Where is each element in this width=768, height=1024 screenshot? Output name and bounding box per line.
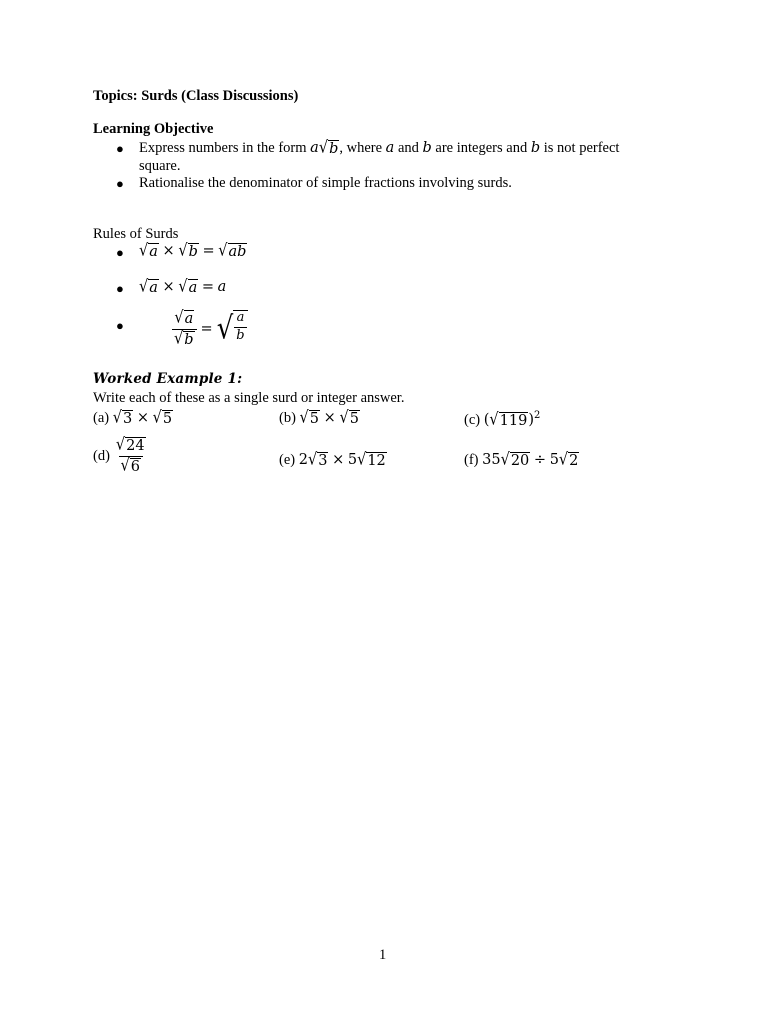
var-a: a (310, 140, 319, 156)
var-b: b (530, 140, 541, 156)
sqrt: √ a (139, 241, 158, 261)
sqrt: √ 119 (489, 410, 528, 429)
question-d (93, 437, 148, 475)
question-label: (e) (279, 452, 296, 468)
bullet-icon: ● (116, 176, 124, 191)
bullet-icon: ● (116, 318, 124, 333)
rule-3: √ a √ b = √ $\frac{a}{b}$ (172, 310, 248, 348)
question-c: (c) ( √ 119 )$^2$ (464, 410, 541, 429)
objective-text: and (394, 140, 423, 156)
sqrt: √ 5 (152, 408, 173, 428)
objective-item-1 (139, 140, 619, 158)
var-b: b (329, 141, 339, 157)
sqrt: √ 12 (357, 450, 386, 470)
worked-instruction: Write each of these as a single surd or integer answer. (93, 390, 405, 406)
sqrt: √ 3 (307, 450, 328, 470)
objective-text: is not perfect (540, 140, 620, 156)
objective-item-2: Rationalise the denominator of simple fractions involving surds. (139, 175, 512, 191)
fraction: √ 24 √ 6 (115, 435, 145, 475)
rules-heading: Rules of Surds (93, 226, 179, 242)
bullet-icon: ● (116, 245, 124, 260)
question-label: (d) (93, 447, 110, 464)
sqrt: √ 2 (558, 450, 579, 470)
objective-text: Express numbers in the form (139, 140, 311, 156)
var-a: a (385, 140, 395, 156)
rule-2: √ a × √ a = a (139, 277, 227, 297)
objective-text: , where (339, 140, 386, 156)
question-f: (f) 35 √ 20 ÷ 5 √ 2 (464, 450, 579, 470)
page-title: Topics: Surds (Class Discussions) (93, 88, 299, 104)
sqrt: √ a (139, 277, 158, 297)
sqrt: √ $\frac{a}{b}$ (217, 310, 248, 348)
question-b: (b) √ 5 × √ 5 (279, 408, 359, 428)
objective-item-1-cont: square. (139, 158, 181, 174)
question-label: (b) (279, 410, 296, 426)
var-b: b (422, 140, 432, 156)
page-number: 1 (379, 947, 387, 963)
sqrt: √ a (178, 277, 198, 297)
question-a: (a) √ 3 × √ 5 (93, 408, 173, 428)
bullet-icon: ● (116, 281, 124, 296)
question-label: (a) (93, 410, 110, 426)
rule-1: √ a × √ b = √ ab (139, 241, 247, 261)
question-label: (c) (464, 411, 481, 428)
sqrt: √ 5 (339, 408, 359, 428)
bullet-icon: ● (116, 141, 124, 156)
objective-heading: Learning Objective (93, 121, 214, 137)
question-e: (e) 2 √ 3 × 5 √ 12 (279, 450, 386, 470)
sqrt: √ ab (218, 241, 247, 261)
sqrt: √ b (318, 138, 339, 158)
sqrt: √ 20 (500, 450, 530, 470)
fraction: √ a √ b (172, 310, 197, 348)
objective-text: are integers and (431, 140, 531, 156)
sqrt: √ 5 (299, 408, 320, 428)
worked-example-heading: Worked Example 1: (93, 371, 243, 387)
question-label: (f) (464, 452, 479, 468)
sqrt: √ 3 (112, 408, 133, 428)
sqrt: √ b (178, 241, 198, 261)
